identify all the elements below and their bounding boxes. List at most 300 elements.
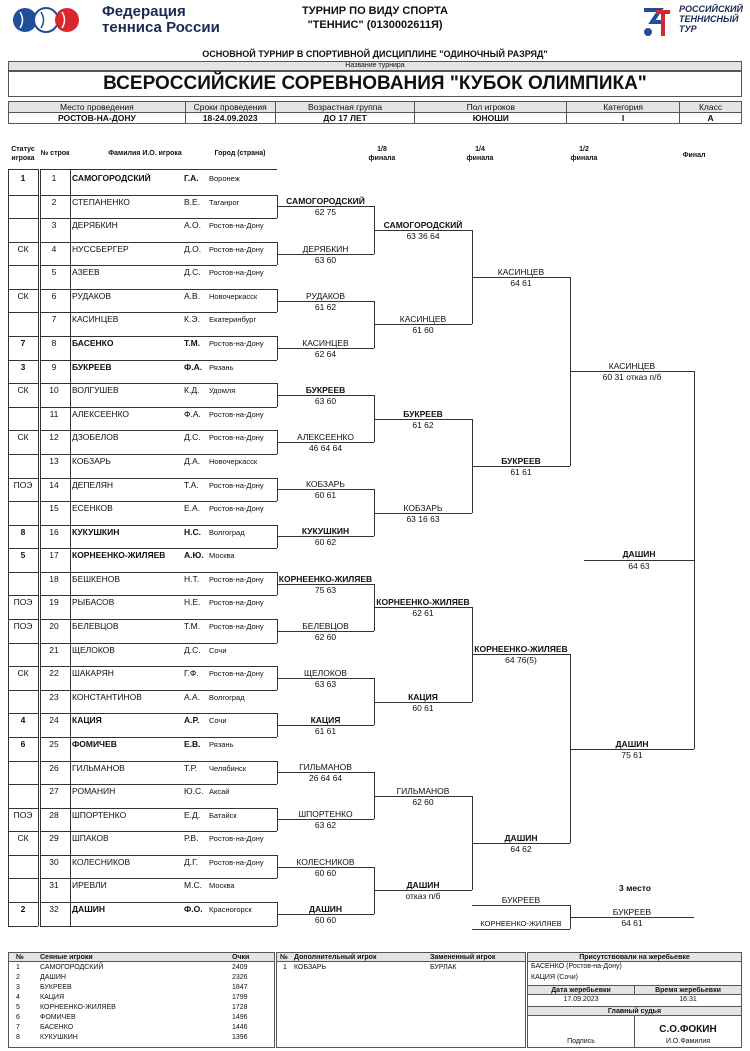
seeds-h-points: Очки [232, 954, 250, 961]
row-divider [8, 926, 38, 927]
referee-label: Главный судья [527, 1006, 742, 1016]
row-divider [8, 595, 38, 596]
row-divider [8, 713, 38, 714]
round-winner: ЩЕЛОКОВ [304, 667, 347, 678]
player-line-number: 30 [49, 856, 59, 867]
player-status: СК [17, 385, 29, 396]
row-divider [8, 902, 38, 903]
third-place-player-1: БУКРЕЕВ [501, 895, 541, 905]
player-status: 3 [20, 361, 26, 372]
column-border [70, 169, 71, 926]
draw-date: 17.09.2023 [563, 996, 599, 1003]
player-initials: А.Р. [184, 715, 200, 726]
header-city: Город (страна) [214, 150, 266, 157]
player-city: Батайск [209, 810, 237, 820]
player-status: ПОЭ [13, 479, 33, 490]
bracket-line [472, 905, 570, 906]
signature-label: Подпись [567, 1038, 595, 1045]
player-name: БУКРЕЕВ [72, 361, 112, 372]
player-line-number: 10 [49, 385, 59, 396]
row-divider [40, 690, 277, 691]
row-divider [40, 478, 277, 479]
player-line-number: 28 [49, 809, 59, 820]
player-initials: Ф.А. [184, 408, 201, 419]
player-city: Ростов-на-Дону [209, 221, 264, 231]
seed-number: 5 [16, 1004, 20, 1011]
rtt-line1: РОССИЙСКИЙ [679, 4, 743, 14]
seed-points: 1847 [232, 984, 248, 991]
player-city: Челябинск [209, 763, 247, 773]
row-divider [8, 855, 38, 856]
match-score: 61 62 [314, 301, 337, 312]
player-initials: Д.Г. [184, 856, 199, 867]
player-city: Рязань [209, 739, 234, 749]
player-initials: А.О. [184, 220, 202, 231]
seed-name: КОРНЕЕНКО-ЖИЛЯЕВ [40, 1004, 116, 1011]
round-winner: САМОГОРОДСКИЙ [286, 196, 365, 207]
row-divider [8, 572, 38, 573]
row-divider [40, 430, 277, 431]
player-name: АЛЕКСЕЕНКО [72, 408, 130, 419]
tournament-title: ВСЕРОССИЙСКИЕ СОРЕВНОВАНИЯ "КУБОК ОЛИМПИКА" [8, 71, 742, 97]
round-winner: КАСИНЦЕВ [497, 267, 545, 278]
player-city: Ростов-на-Дону [209, 433, 264, 443]
player-name: КОБЗАРЬ [72, 455, 112, 466]
round-winner: БУКРЕЕВ [403, 408, 443, 419]
round-winner: САМОГОРОДСКИЙ [383, 219, 463, 230]
seed-points: 1496 [232, 1014, 248, 1021]
player-line-number: 31 [49, 880, 59, 891]
player-line-number: 25 [49, 738, 59, 749]
player-initials: Т.М. [184, 338, 201, 349]
match-score: 60 61 [314, 490, 337, 501]
round-winner: КАСИНЦЕВ [608, 361, 656, 372]
round-winner: КАСИНЦЕВ [302, 337, 349, 348]
player-city: Новочеркасск [209, 291, 258, 301]
seed-number: 2 [16, 974, 20, 981]
player-initials: Д.С. [184, 644, 201, 655]
row-divider [40, 878, 277, 879]
row-divider [8, 619, 38, 620]
row-divider [40, 169, 277, 170]
player-name: РОМАНИН [72, 786, 116, 797]
player-line-number: 26 [49, 762, 59, 773]
match-score: 60 61 [412, 702, 434, 713]
player-city: Волгоград [209, 527, 245, 537]
match-score: 63 62 [314, 820, 337, 831]
header-player: Фамилия И.О. игрока [108, 150, 182, 157]
header-qf [458, 145, 502, 163]
match-score: 60 62 [314, 537, 337, 548]
match-score: 62 75 [314, 207, 337, 218]
player-name: РУДАКОВ [72, 290, 112, 301]
match-score: 60 60 [314, 867, 337, 878]
match-score: 63 63 [314, 678, 337, 689]
seed-points: 1728 [232, 1004, 248, 1011]
player-name: ШАКАРЯН [72, 668, 114, 679]
player-line-number: 24 [49, 715, 59, 726]
info-header-class: Класс [680, 102, 742, 113]
seed-points: 2326 [232, 974, 248, 981]
player-line-number: 17 [49, 550, 59, 561]
alternate-replaced: БУРЛАК [430, 964, 457, 971]
player-name: ВОЛГУШЕВ [72, 385, 119, 396]
sport-line2: "ТЕННИС" (0130002611Я) [307, 19, 443, 31]
player-line-number: 6 [51, 290, 57, 301]
row-divider [8, 737, 38, 738]
row-divider [8, 808, 38, 809]
row-divider [8, 312, 38, 313]
player-initials: В.Е. [184, 196, 201, 207]
player-initials: Т.Р. [184, 762, 198, 773]
alternates-h-name: Дополнительный игрок [294, 954, 377, 961]
column-border [40, 169, 41, 926]
row-divider [8, 218, 38, 219]
row-divider [8, 761, 38, 762]
row-divider [8, 878, 38, 879]
player-city: Воронеж [209, 174, 240, 183]
info-table [8, 101, 742, 124]
row-divider [40, 902, 277, 903]
rtt-line2: ТЕННИСНЫЙ [679, 14, 739, 24]
row-divider [40, 525, 277, 526]
champion-name: ДАШИН [622, 549, 656, 560]
player-line-number: 1 [51, 173, 57, 183]
third-place-score: 64 61 [621, 918, 643, 928]
seed-name: КАЦИЯ [40, 994, 65, 1001]
header-r16-l1: 1/8 [377, 146, 387, 153]
match-score: 61 60 [412, 325, 434, 336]
seed-number: 7 [16, 1024, 20, 1031]
player-line-number: 8 [51, 338, 57, 349]
player-line-number: 18 [49, 573, 59, 584]
player-status: СК [17, 290, 29, 301]
row-divider [40, 548, 277, 549]
player-city: Сочи [209, 645, 227, 655]
player-initials: Д.О. [184, 243, 202, 254]
player-city: Рязань [209, 362, 234, 372]
player-initials: Е.Д. [184, 809, 201, 820]
draw-time-label: Время жеребьевки [634, 985, 742, 995]
row-divider [8, 478, 38, 479]
player-status: 1 [20, 173, 26, 183]
round-winner: КАСИНЦЕВ [399, 314, 447, 325]
row-divider [8, 501, 38, 502]
player-initials: Ф.О. [184, 903, 203, 914]
seed-name: БУКРЕЕВ [40, 984, 72, 991]
player-name: АЗЕЕВ [72, 267, 100, 278]
match-score: 63 60 [314, 254, 337, 265]
player-initials: К.Д. [184, 385, 200, 396]
player-initials: Д.С. [184, 267, 201, 278]
row-divider [40, 218, 277, 219]
player-initials: Д.С. [184, 432, 201, 443]
player-line-number: 14 [49, 479, 59, 490]
player-initials: М.С. [184, 880, 202, 891]
match-score: 60 60 [314, 914, 337, 925]
player-city: Ростов-на-Дону [209, 622, 264, 632]
player-name: ШПОРТЕНКО [72, 809, 127, 820]
player-name: ДАШИН [72, 903, 105, 914]
alternates-h-replaced: Замененный игрок [430, 954, 496, 961]
player-name: ФОМИЧЕВ [72, 738, 117, 749]
round-winner: КОЛЕСНИКОВ [296, 856, 355, 867]
player-line-number: 23 [49, 691, 59, 702]
seed-number: 4 [16, 994, 20, 1001]
player-name: ИРЕВЛИ [72, 880, 107, 891]
header-qf-l2: финала [466, 155, 494, 162]
player-status: СК [17, 833, 29, 844]
row-divider [40, 784, 277, 785]
seed-name: ДАШИН [40, 974, 66, 981]
row-divider [40, 643, 277, 644]
row-divider [40, 195, 277, 196]
final-score: 64 63 [628, 561, 650, 572]
third-place-winner: БУКРЕЕВ [612, 907, 652, 917]
rtt-logo [642, 4, 672, 38]
seed-points: 1396 [232, 1034, 248, 1041]
player-name: РЫБАСОВ [72, 597, 115, 608]
player-status: СК [17, 668, 29, 679]
info-header-category: Категория [567, 102, 680, 113]
tournament-name-label: Название турнира [8, 61, 742, 71]
player-status: СК [17, 243, 29, 254]
row-divider [8, 407, 38, 408]
header-status-l2: игрока [11, 155, 35, 162]
player-city: Ростов-на-Дону [209, 669, 264, 679]
round-winner: ДАШИН [615, 738, 649, 749]
row-divider [40, 336, 277, 337]
row-divider [40, 265, 277, 266]
header-final: Финал [682, 152, 706, 159]
player-city: Ростов-на-Дону [209, 574, 264, 584]
header-line-number: № строк [40, 150, 70, 157]
player-status: ПОЭ [13, 597, 33, 608]
player-status: ПОЭ [13, 621, 33, 632]
round-winner: КОРНЕЕНКО-ЖИЛЯЕВ [278, 573, 373, 584]
player-name: ДЗОБЕЛОВ [72, 432, 119, 443]
player-status: 4 [20, 715, 26, 726]
player-initials: Н.С. [184, 526, 201, 537]
round-winner: КОРНЕЕНКО-ЖИЛЯЕВ [474, 644, 568, 655]
seed-name: САМОГОРОДСКИЙ [40, 964, 104, 971]
player-initials: Д.А. [184, 455, 201, 466]
match-score: 62 64 [314, 348, 337, 359]
player-line-number: 29 [49, 833, 59, 844]
player-initials: Ф.А. [184, 361, 203, 372]
row-divider [8, 169, 38, 170]
player-name: СТЕПАНЕНКО [72, 196, 130, 207]
row-divider [40, 572, 277, 573]
player-line-number: 13 [49, 455, 59, 466]
match-score: 61 61 [510, 466, 532, 477]
player-name: БЕШКЕНОВ [72, 573, 121, 584]
player-initials: Т.М. [184, 621, 201, 632]
player-line-number: 32 [49, 903, 59, 914]
header-r16 [360, 145, 404, 163]
referee-name: С.О.ФОКИН [659, 1024, 717, 1035]
alternate-name: КОБЗАРЬ [294, 964, 327, 971]
player-city: Ростов-на-Дону [209, 834, 264, 844]
player-city: Ростов-на-Дону [209, 409, 264, 419]
round-winner: КОБЗАРЬ [403, 502, 443, 513]
info-age: ДО 17 ЛЕТ [275, 113, 415, 124]
match-score: 63 16 63 [406, 513, 440, 524]
match-score: 60 31 отказ п/б [602, 372, 662, 383]
row-divider [40, 737, 277, 738]
player-status: СК [17, 432, 29, 443]
match-score: 62 61 [412, 608, 434, 619]
round-winner: БУКРЕЕВ [501, 455, 541, 466]
player-line-number: 5 [51, 267, 57, 278]
row-divider [40, 855, 277, 856]
row-divider [40, 666, 277, 667]
player-name: ЕСЕНКОВ [72, 503, 113, 514]
round-winner: КАЦИЯ [310, 715, 341, 726]
row-divider [8, 454, 38, 455]
header-qf-l1: 1/4 [475, 146, 485, 153]
match-score: 62 60 [412, 796, 434, 807]
row-divider [40, 383, 277, 384]
player-city: Ростов-на-Дону [209, 244, 264, 254]
player-status: 8 [20, 526, 26, 537]
info-header-dates: Сроки проведения [185, 102, 275, 113]
rtt-line3: ТУР [679, 24, 697, 34]
player-initials: Ю.С. [184, 786, 204, 797]
info-gender: ЮНОШИ [415, 113, 567, 124]
header-status [8, 145, 38, 163]
player-initials: Г.Ф. [184, 668, 199, 679]
match-score: 64 62 [510, 844, 532, 855]
row-divider [8, 690, 38, 691]
match-score: 62 60 [314, 631, 337, 642]
player-name: КАЦИЯ [72, 715, 102, 726]
player-city: Ростов-на-Дону [209, 339, 264, 349]
round-winner: ГИЛЬМАНОВ [396, 785, 450, 796]
row-divider [40, 808, 277, 809]
row-divider [8, 430, 38, 431]
info-header-venue: Место проведения [9, 102, 186, 113]
player-line-number: 9 [51, 361, 57, 372]
row-divider [40, 312, 277, 313]
round-winner: РУДАКОВ [305, 290, 346, 301]
player-name: ДЕРЯБКИН [72, 220, 118, 231]
round-winner: КОРНЕЕНКО-ЖИЛЯЕВ [376, 597, 470, 608]
seed-name: БАСЕНКО [40, 1024, 74, 1031]
player-name: КАСИНЦЕВ [72, 314, 119, 325]
row-divider [8, 643, 38, 644]
player-city: Ростов-на-Дону [209, 268, 264, 278]
info-venue: РОСТОВ-НА-ДОНУ [9, 113, 186, 124]
row-divider [40, 360, 277, 361]
player-initials: Р.В. [184, 833, 199, 844]
present-2: КАЦИЯ (Сочи) [531, 974, 578, 981]
round-winner: ШПОРТЕНКО [298, 809, 353, 820]
seed-name: ФОМИЧЕВ [40, 1014, 76, 1021]
draw-time: 16:31 [679, 996, 697, 1003]
bracket-line [472, 929, 570, 930]
info-header-gender: Пол игроков [415, 102, 567, 113]
player-name: ЩЕЛОКОВ [72, 644, 115, 655]
round-winner: КОБЗАРЬ [305, 479, 345, 490]
player-city: Ростов-на-Дону [209, 504, 264, 514]
match-score: 61 61 [314, 726, 337, 737]
player-city: Удомля [209, 386, 236, 396]
main-draw-label: ОСНОВНОЙ ТУРНИР В СПОРТИВНОЙ ДИСЦИПЛИНЕ "ОДИНОЧНЫЙ РАЗРЯД" [202, 49, 548, 59]
row-divider [8, 784, 38, 785]
round-winner: АЛЕКСЕЕНКО [296, 432, 355, 443]
row-divider [8, 383, 38, 384]
player-city: Москва [209, 551, 235, 561]
player-line-number: 20 [49, 621, 59, 632]
match-score: 26 64 64 [308, 773, 343, 784]
player-city: Москва [209, 881, 235, 891]
player-name: ДЕПЕЛЯН [72, 479, 114, 490]
player-name: КОРНЕЕНКО-ЖИЛЯЕВ [72, 550, 166, 561]
row-divider [8, 666, 38, 667]
player-name: ШПАКОВ [72, 833, 109, 844]
player-initials: Н.Е. [184, 597, 201, 608]
round-winner: ДАШИН [504, 833, 538, 844]
row-divider [40, 619, 277, 620]
player-name: БАСЕНКО [72, 338, 114, 349]
match-score: 75 61 [621, 749, 643, 760]
player-city: Волгоград [209, 692, 245, 702]
seeds-h-num: № [16, 954, 24, 961]
federation-line2: тенниса России [102, 19, 220, 36]
player-name: КУКУШКИН [72, 526, 120, 537]
row-divider [8, 525, 38, 526]
player-initials: К.Э. [184, 314, 200, 325]
player-name: САМОГОРОДСКИЙ [72, 173, 151, 183]
row-divider [40, 407, 277, 408]
rtt-name [679, 4, 743, 34]
seed-points: 2409 [232, 964, 248, 971]
row-divider [8, 289, 38, 290]
player-line-number: 4 [51, 243, 57, 254]
match-score: 63 36 64 [406, 230, 440, 241]
player-city: Новочеркасск [209, 456, 258, 466]
sport-line1: ТУРНИР ПО ВИДУ СПОРТА [302, 5, 448, 17]
player-line-number: 3 [51, 220, 57, 231]
seed-points: 1799 [232, 994, 248, 1001]
player-line-number: 15 [49, 503, 59, 514]
federation-name [102, 4, 220, 36]
match-score: 63 60 [314, 396, 337, 406]
bracket-connector [694, 371, 695, 748]
player-city: Ростов-на-Дону [209, 598, 264, 608]
present-label: Присутствовали на жеребьевке [527, 952, 742, 962]
seed-number: 6 [16, 1014, 20, 1021]
player-name: БЕЛЕВЦОВ [72, 621, 119, 632]
alternates-h-num: № [280, 954, 288, 961]
row-divider [40, 761, 277, 762]
info-dates: 18-24.09.2023 [185, 113, 275, 124]
player-status: 2 [20, 903, 26, 914]
player-status: 6 [20, 738, 26, 749]
player-city: Ростов-на-Дону [209, 480, 264, 490]
column-border [8, 169, 9, 926]
match-score: 64 76(5) [505, 655, 537, 666]
player-line-number: 27 [49, 786, 59, 797]
draw-date-label: Дата жеребьевки [527, 985, 635, 995]
player-city: Таганрог [209, 197, 240, 207]
name-label: И.О.Фамилия [665, 1038, 711, 1045]
player-initials: Е.А. [184, 503, 201, 514]
round-winner: КАЦИЯ [408, 691, 438, 702]
present-1: БАСЕНКО (Ростов-на-Дону) [531, 963, 622, 970]
player-status: 7 [20, 338, 26, 349]
